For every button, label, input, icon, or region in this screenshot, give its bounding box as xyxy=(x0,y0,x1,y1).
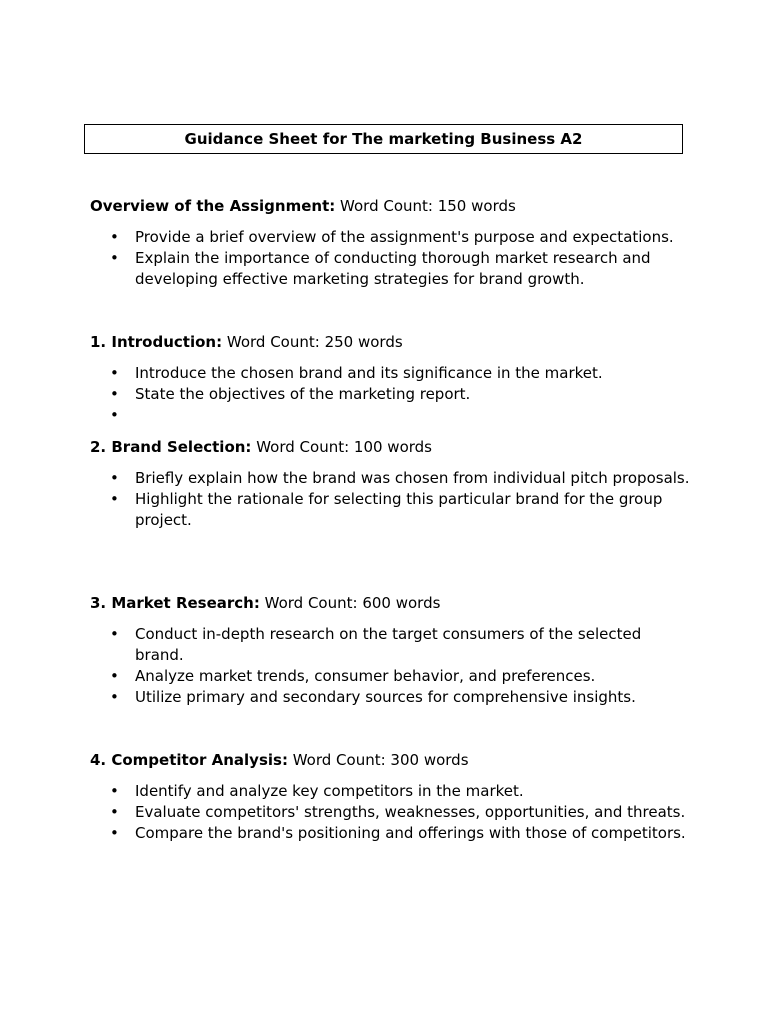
bullet-icon: • xyxy=(110,364,119,382)
section-market-research xyxy=(90,593,690,708)
word-count: Word Count: 100 words xyxy=(256,438,432,456)
section-heading-label: 1. Introduction: xyxy=(90,333,223,351)
list-item: • Explain the importance of conducting thorough market research and developing effective marketing strategies for brand growth. xyxy=(110,249,651,288)
bullet-icon: • xyxy=(110,228,119,246)
word-count: Word Count: 250 words xyxy=(226,333,403,351)
section-heading-label: 2. Brand Selection: xyxy=(90,438,252,456)
bullet-icon: • xyxy=(110,782,119,800)
section-heading xyxy=(90,437,690,458)
list-item: • Introduce the chosen brand and its significance in the market. xyxy=(110,364,603,382)
bullet-icon: • xyxy=(110,803,119,821)
list-item: • Analyze market trends, consumer behavior, and preferences. xyxy=(110,667,596,685)
section-heading xyxy=(90,750,690,771)
word-count: Word Count: 300 words xyxy=(292,751,469,769)
bullet-list xyxy=(90,781,690,844)
word-count: Word Count: 150 words xyxy=(340,197,516,215)
bullet-icon: • xyxy=(110,249,119,267)
list-item: • Highlight the rationale for selecting this particular brand for the group project. xyxy=(110,490,663,529)
section-heading xyxy=(90,332,690,353)
bullet-list xyxy=(90,624,690,708)
list-item: • Compare the brand's positioning and offerings with those of competitors. xyxy=(110,824,686,842)
section-heading-label: 3. Market Research: xyxy=(90,594,260,612)
list-item xyxy=(110,405,690,426)
bullet-icon: • xyxy=(110,490,119,508)
section-competitor-analysis xyxy=(90,750,690,844)
list-item: • Evaluate competitors' strengths, weaknesses, opportunities, and threats. xyxy=(110,803,686,821)
document-title: Guidance Sheet for The marketing Business A2 xyxy=(84,124,683,154)
bullet-icon: • xyxy=(110,824,119,842)
list-item: • Briefly explain how the brand was chosen from individual pitch proposals. xyxy=(110,469,690,487)
section-heading-label: Overview of the Assignment: xyxy=(90,197,336,215)
list-item: • Utilize primary and secondary sources for comprehensive insights. xyxy=(110,688,636,706)
bullet-list xyxy=(90,363,690,426)
list-item: • Conduct in-depth research on the target consumers of the selected brand. xyxy=(110,625,642,664)
word-count: Word Count: 600 words xyxy=(264,594,441,612)
list-item: • Provide a brief overview of the assignment's purpose and expectations. xyxy=(110,228,674,246)
section-heading-label: 4. Competitor Analysis: xyxy=(90,751,288,769)
section-brand-selection xyxy=(90,437,690,531)
section-overview xyxy=(90,196,690,290)
bullet-icon: • xyxy=(110,385,119,403)
list-item: • State the objectives of the marketing report. xyxy=(110,385,471,403)
bullet-list xyxy=(90,227,690,290)
bullet-icon: • xyxy=(110,667,119,685)
section-heading xyxy=(90,593,690,614)
list-item: • Identify and analyze key competitors in the market. xyxy=(110,782,524,800)
bullet-list xyxy=(90,468,690,531)
bullet-icon: • xyxy=(110,406,119,424)
section-heading xyxy=(90,196,690,217)
bullet-icon: • xyxy=(110,625,119,643)
section-introduction xyxy=(90,332,690,426)
bullet-icon: • xyxy=(110,469,119,487)
bullet-icon: • xyxy=(110,688,119,706)
